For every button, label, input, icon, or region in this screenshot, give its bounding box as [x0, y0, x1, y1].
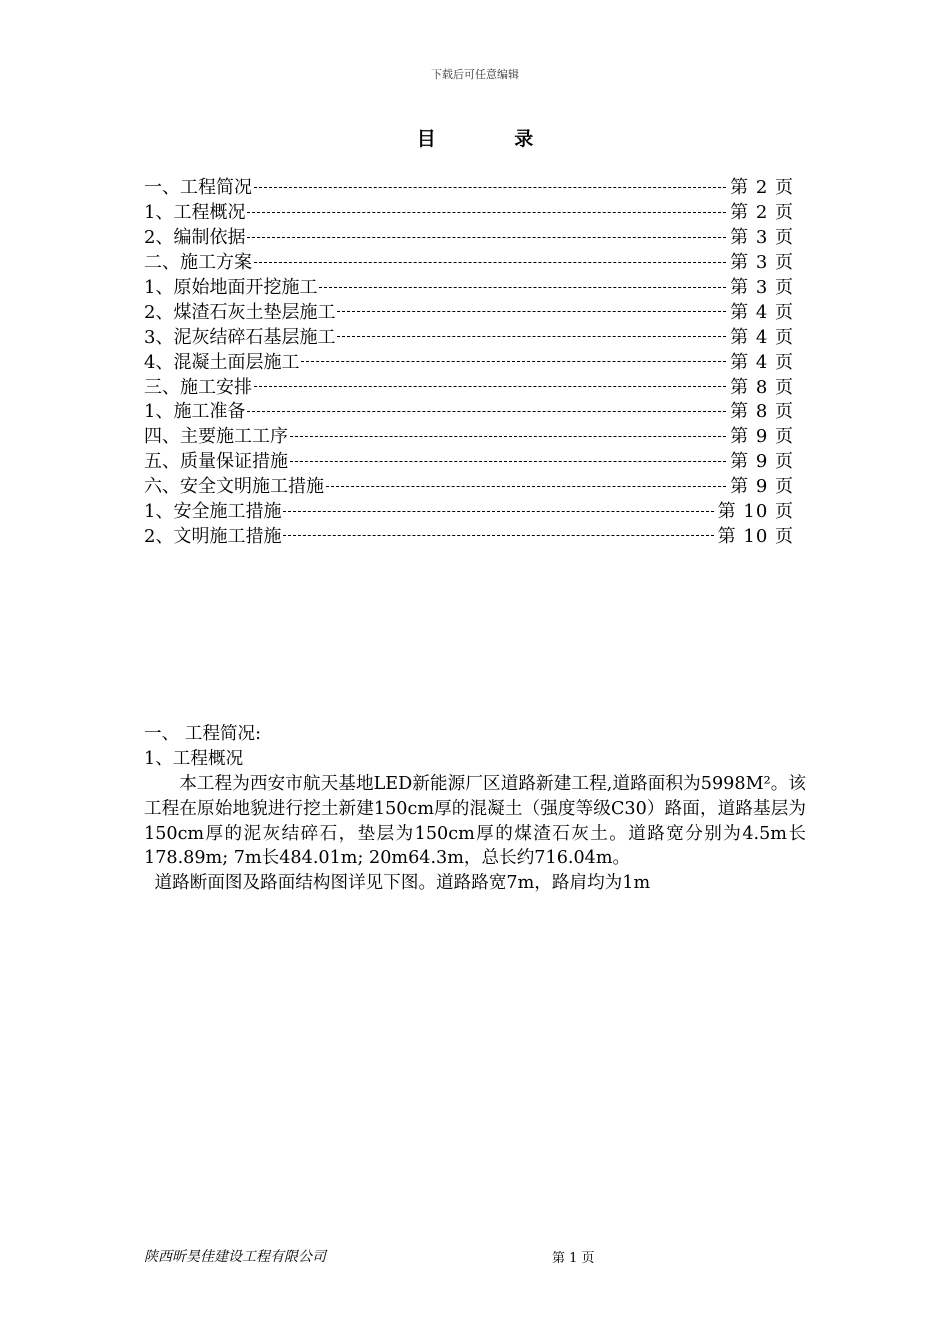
- toc-entry-page: 第 3 页: [730, 277, 794, 299]
- toc-leader: [247, 212, 726, 213]
- toc-entry-label: 一、工程简况: [144, 177, 252, 199]
- toc-entry[interactable]: [144, 348, 794, 373]
- toc-leader: [319, 287, 726, 288]
- toc-entry[interactable]: [144, 249, 794, 274]
- toc-entry-page: 第 3 页: [730, 252, 794, 274]
- toc-leader: [247, 237, 726, 238]
- toc-entry[interactable]: [144, 199, 794, 224]
- toc-entry-page: 第 3 页: [730, 227, 794, 249]
- toc-leader: [254, 386, 726, 387]
- toc-entry-page: 第 9 页: [730, 451, 794, 473]
- toc-entry-page: 第 10 页: [717, 525, 794, 547]
- toc-entry[interactable]: [144, 323, 794, 348]
- toc-entry-label: 2、编制依据: [144, 227, 246, 249]
- toc-entry[interactable]: [144, 498, 794, 523]
- section-subheading: 1、工程概况: [144, 749, 244, 769]
- toc-leader: [326, 486, 726, 487]
- toc-entry[interactable]: [144, 522, 794, 547]
- toc-entry[interactable]: [144, 224, 794, 249]
- toc-leader: [254, 187, 726, 188]
- toc-leader: [290, 436, 726, 437]
- toc-entry[interactable]: [144, 398, 794, 423]
- toc-leader: [337, 311, 726, 312]
- toc-entry-label: 1、安全施工措施: [144, 501, 282, 523]
- toc-entry[interactable]: [144, 373, 794, 398]
- toc-entry-label: 六、安全文明施工措施: [144, 476, 324, 498]
- toc-title: 目 录: [416, 128, 570, 150]
- toc-leader: [254, 262, 726, 263]
- toc-entry-label: 1、施工准备: [144, 401, 246, 423]
- toc-leader: [290, 461, 726, 462]
- toc-entry-label: 2、文明施工措施: [144, 525, 282, 547]
- toc-entry[interactable]: [144, 473, 794, 498]
- toc-entry-label: 4、混凝土面层施工: [144, 351, 300, 373]
- toc-entry-page: 第 4 页: [730, 351, 794, 373]
- toc-entry-label: 3、泥灰结碎石基层施工: [144, 326, 336, 348]
- toc-entry-label: 四、主要施工工序: [144, 426, 288, 448]
- footer-page-number: 第 1 页: [552, 1251, 595, 1266]
- toc-entry-label: 二、施工方案: [144, 252, 252, 274]
- toc-leader: [283, 535, 713, 536]
- footer-company: 陕西昕昊佳建设工程有限公司: [144, 1249, 326, 1265]
- toc-entry[interactable]: [144, 448, 794, 473]
- toc-entry-label: 2、煤渣石灰土垫层施工: [144, 301, 336, 323]
- toc-entry-page: 第 2 页: [730, 202, 794, 224]
- toc-leader: [337, 336, 726, 337]
- toc-entry-page: 第 9 页: [730, 426, 794, 448]
- toc-leader: [247, 411, 726, 412]
- toc-entry-page: 第 10 页: [717, 501, 794, 523]
- toc-entry-page: 第 8 页: [730, 401, 794, 423]
- toc-entry-label: 五、质量保证措施: [144, 451, 288, 473]
- section-body: [144, 772, 806, 896]
- body-paragraph: 道路断面图及路面结构图详见下图。道路路宽7m，路肩均为1m: [154, 873, 651, 894]
- toc-leader: [301, 361, 726, 362]
- toc-entry-page: 第 4 页: [730, 326, 794, 348]
- toc-leader: [283, 511, 713, 512]
- table-of-contents: [144, 174, 794, 547]
- toc-entry-label: 三、施工安排: [144, 376, 252, 398]
- toc-entry-label: 1、工程概况: [144, 202, 246, 224]
- toc-entry-page: 第 4 页: [730, 301, 794, 323]
- toc-entry-page: 第 2 页: [730, 177, 794, 199]
- section-heading: 一、 工程简况:: [144, 724, 262, 744]
- toc-entry-label: 1、原始地面开挖施工: [144, 277, 318, 299]
- toc-entry-page: 第 9 页: [730, 476, 794, 498]
- body-paragraph: 本工程为西安市航天基地LED新能源厂区道路新建工程,道路面积为5998M²。该工程在原始地貌进行挖土新建150cm厚的混凝土（强度等级C30）路面，道路基层为150cm厚的泥灰结碎石，垫层为150cm厚的煤渣石灰土。道路宽分别为4.5m长178.89m; 7m长484.01m; 20m64.3m，总长约716.04m。: [144, 774, 806, 869]
- header-note: 下载后可任意编辑: [431, 68, 519, 81]
- toc-entry[interactable]: [144, 423, 794, 448]
- toc-entry[interactable]: [144, 174, 794, 199]
- toc-entry[interactable]: [144, 298, 794, 323]
- toc-entry-page: 第 8 页: [730, 376, 794, 398]
- toc-entry[interactable]: [144, 274, 794, 299]
